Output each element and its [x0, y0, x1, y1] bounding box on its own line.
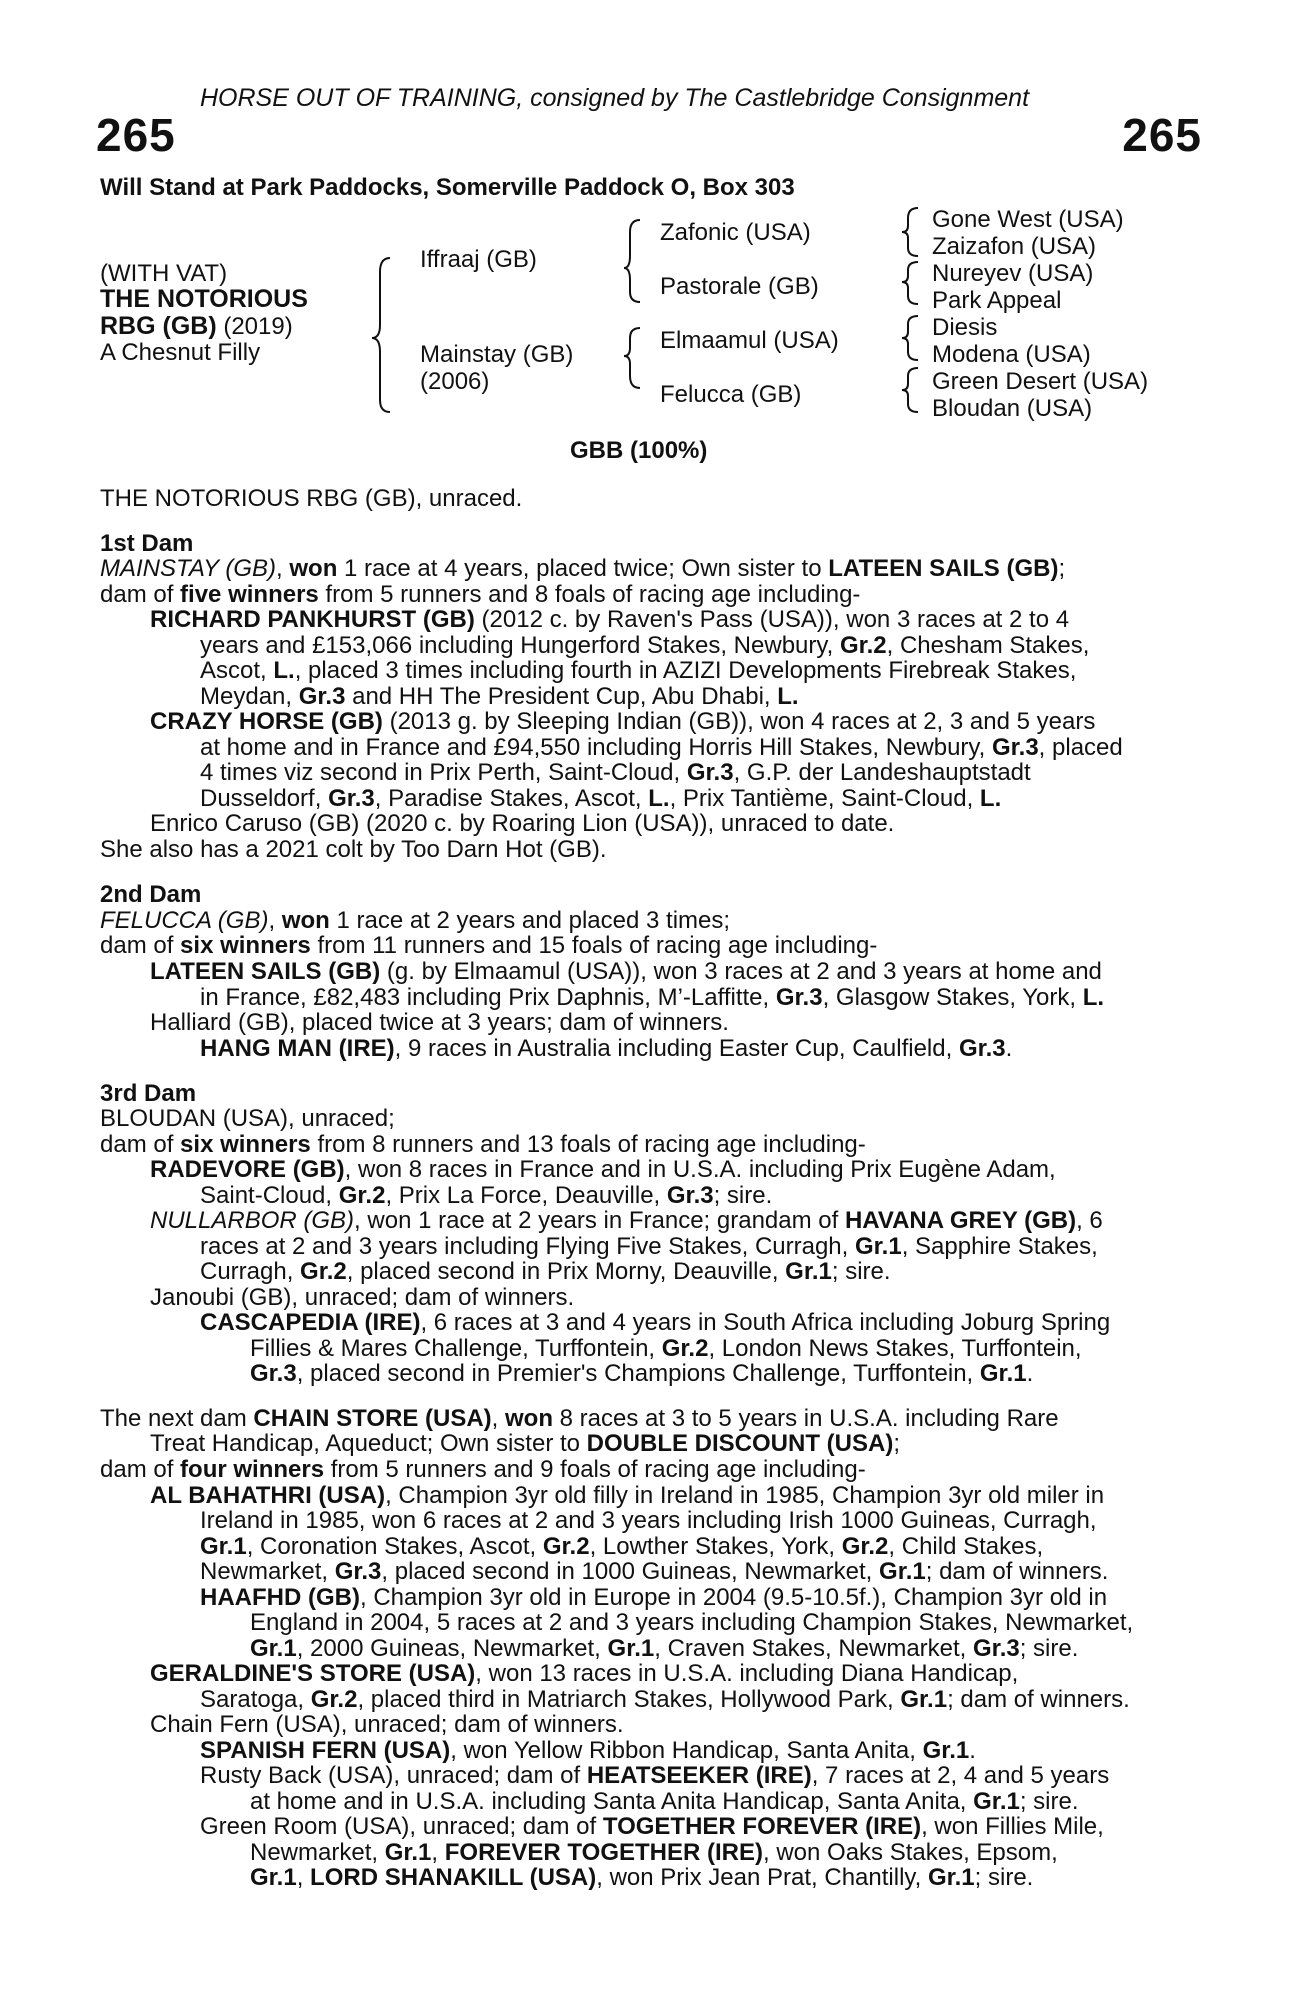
text-line: RICHARD PANKHURST (GB) (2012 c. by Raven's Pass (USA)), won 3 races at 2 to 4 — [150, 606, 1070, 633]
gbb-rating: GBB (100%) — [570, 437, 708, 464]
text-line: HAAFHD (GB), Champion 3yr old in Europe in 2004 (9.5-10.5f.), Champion 3yr old in — [200, 1584, 1108, 1611]
text-line: years and £153,066 including Hungerford Stakes, Newbury, Gr.2, Chesham Stakes, — [200, 632, 1090, 659]
text-line: The next dam CHAIN STORE (USA), won 8 races at 3 to 5 years in U.S.A. including Rare — [100, 1405, 1059, 1432]
text-line: Saratoga, Gr.2, placed third in Matriarch Stakes, Hollywood Park, Gr.1; dam of winners. — [200, 1686, 1130, 1713]
text-line: dam of six winners from 11 runners and 15 foals of racing age including- — [100, 932, 878, 959]
sire-dam: Pastorale (GB) — [660, 273, 819, 300]
text-line: Gr.3, placed second in Premier's Champions Challenge, Turffontein, Gr.1. — [250, 1360, 1034, 1387]
text-line: Treat Handicap, Aqueduct; Own sister to DOUBLE DISCOUNT (USA); — [150, 1430, 900, 1457]
text-line: Halliard (GB), placed twice at 3 years; dam of winners. — [150, 1009, 729, 1036]
text-line: Enrico Caruso (GB) (2020 c. by Roaring Lion (USA)), unraced to date. — [150, 810, 895, 837]
dam-sire-dam: Modena (USA) — [932, 341, 1091, 368]
text-line: Meydan, Gr.3 and HH The President Cup, Abu Dhabi, L. — [200, 683, 799, 710]
vat-note: (WITH VAT) — [100, 260, 228, 287]
sire-sire: Zafonic (USA) — [660, 219, 811, 246]
text-line: RADEVORE (GB), won 8 races in France and in U.S.A. including Prix Eugène Adam, — [150, 1156, 1056, 1183]
text-line: in France, £82,483 including Prix Daphnis, M’-Laffitte, Gr.3, Glasgow Stakes, York, L. — [200, 984, 1105, 1011]
text-line: Saint-Cloud, Gr.2, Prix La Force, Deauville, Gr.3; sire. — [200, 1182, 773, 1209]
text-line: FELUCCA (GB), won 1 race at 2 years and placed 3 times; — [100, 907, 731, 934]
text-line: Gr.1, LORD SHANAKILL (USA), won Prix Jean Prat, Chantilly, Gr.1; sire. — [250, 1864, 1034, 1891]
text-line: Rusty Back (USA), unraced; dam of HEATSEEKER (IRE), 7 races at 2, 4 and 5 years — [200, 1762, 1110, 1789]
text-line: Chain Fern (USA), unraced; dam of winners. — [150, 1711, 624, 1738]
dam-dam-sire: Green Desert (USA) — [932, 368, 1149, 395]
sire: Iffraaj (GB) — [420, 246, 537, 273]
text-line: 4 times viz second in Prix Perth, Saint-Cloud, Gr.3, G.P. der Landeshauptstadt — [200, 759, 1031, 786]
text-line: Ascot, L., placed 3 times including fourth in AZIZI Developments Firebreak Stakes, — [200, 657, 1077, 684]
text-line: LATEEN SAILS (GB) (g. by Elmaamul (USA)), won 3 races at 2 and 3 years at home and — [150, 958, 1102, 985]
text-line: CRAZY HORSE (GB) (2013 g. by Sleeping Indian (GB)), won 4 races at 2, 3 and 5 years — [150, 708, 1096, 735]
text-line: Ireland in 1985, won 6 races at 2 and 3 years including Irish 1000 Guineas, Curragh, — [200, 1507, 1097, 1534]
text-line: 2nd Dam — [100, 881, 202, 908]
text-line: BLOUDAN (USA), unraced; — [100, 1105, 395, 1132]
text-line: AL BAHATHRI (USA), Champion 3yr old filly in Ireland in 1985, Champion 3yr old miler in — [150, 1482, 1105, 1509]
text-line: Janoubi (GB), unraced; dam of winners. — [150, 1284, 575, 1311]
text-line: Green Room (USA), unraced; dam of TOGETHER FOREVER (IRE), won Fillies Mile, — [200, 1813, 1104, 1840]
text-line: HANG MAN (IRE), 9 races in Australia including Easter Cup, Caulfield, Gr.3. — [200, 1035, 1013, 1062]
dam-dam: Felucca (GB) — [660, 381, 802, 408]
text-line: Dusseldorf, Gr.3, Paradise Stakes, Ascot, L., Prix Tantième, Saint-Cloud, L. — [200, 785, 1002, 812]
horse-year: (2019) — [216, 313, 293, 340]
text-line: MAINSTAY (GB), won 1 race at 4 years, placed twice; Own sister to LATEEN SAILS (GB); — [100, 555, 1066, 582]
sire-dam-dam: Park Appeal — [932, 287, 1062, 314]
text-line: England in 2004, 5 races at 2 and 3 years including Champion Stakes, Newmarket, — [250, 1609, 1134, 1636]
dam-year: (2006) — [420, 368, 490, 395]
text-line: THE NOTORIOUS RBG (GB), unraced. — [100, 485, 523, 512]
text-line: dam of four winners from 5 runners and 9 foals of racing age including- — [100, 1456, 866, 1483]
text-line: Gr.1, Coronation Stakes, Ascot, Gr.2, Lowther Stakes, York, Gr.2, Child Stakes, — [200, 1533, 1044, 1560]
text-line: Curragh, Gr.2, placed second in Prix Morny, Deauville, Gr.1; sire. — [200, 1258, 891, 1285]
dam-sire-sire: Diesis — [932, 314, 998, 341]
text-line: 1st Dam — [100, 530, 194, 557]
text-line: SPANISH FERN (USA), won Yellow Ribbon Handicap, Santa Anita, Gr.1. — [200, 1737, 976, 1764]
dam-sire: Elmaamul (USA) — [660, 327, 839, 354]
horse-description: A Chesnut Filly — [100, 339, 261, 366]
dam-dam-dam: Bloudan (USA) — [932, 395, 1093, 422]
text-line: at home and in U.S.A. including Santa Anita Handicap, Santa Anita, Gr.1; sire. — [250, 1788, 1079, 1815]
text-line: dam of five winners from 5 runners and 8 foals of racing age including- — [100, 581, 861, 608]
sire-sire-dam: Zaizafon (USA) — [932, 233, 1097, 260]
text-line: GERALDINE'S STORE (USA), won 13 races in U.S.A. including Diana Handicap, — [150, 1660, 1019, 1687]
consignment-header: HORSE OUT OF TRAINING, consigned by The Castlebridge Consignment — [200, 84, 1030, 112]
text-line: NULLARBOR (GB), won 1 race at 2 years in France; grandam of HAVANA GREY (GB), 6 — [150, 1207, 1103, 1234]
lot-number-right: 265 — [1122, 109, 1202, 161]
horse-name-suffix: RBG (GB) — [100, 312, 217, 340]
dam: Mainstay (GB) — [420, 341, 574, 368]
text-line: She also has a 2021 colt by Too Darn Hot (GB). — [100, 836, 607, 863]
stand-location: Will Stand at Park Paddocks, Somerville Paddock O, Box 303 — [100, 174, 795, 201]
text-line: Fillies & Mares Challenge, Turffontein, Gr.2, London News Stakes, Turffontein, — [250, 1335, 1082, 1362]
text-line: at home and in France and £94,550 including Horris Hill Stakes, Newbury, Gr.3, placed — [200, 734, 1123, 761]
lot-number-left: 265 — [96, 109, 176, 161]
sire-dam-sire: Nureyev (USA) — [932, 260, 1094, 287]
text-line: CASCAPEDIA (IRE), 6 races at 3 and 4 years in South Africa including Joburg Spring — [200, 1309, 1111, 1336]
sire-sire-sire: Gone West (USA) — [932, 206, 1124, 233]
text-line: races at 2 and 3 years including Flying Five Stakes, Curragh, Gr.1, Sapphire Stakes, — [200, 1233, 1098, 1260]
text-line: Newmarket, Gr.1, FOREVER TOGETHER (IRE), won Oaks Stakes, Epsom, — [250, 1839, 1058, 1866]
text-line: dam of six winners from 8 runners and 13 foals of racing age including- — [100, 1131, 866, 1158]
horse-name-line1: THE NOTORIOUS — [100, 285, 308, 313]
text-line: Gr.1, 2000 Guineas, Newmarket, Gr.1, Craven Stakes, Newmarket, Gr.3; sire. — [250, 1635, 1079, 1662]
text-line: Newmarket, Gr.3, placed second in 1000 Guineas, Newmarket, Gr.1; dam of winners. — [200, 1558, 1109, 1585]
text-line: 3rd Dam — [100, 1080, 197, 1107]
